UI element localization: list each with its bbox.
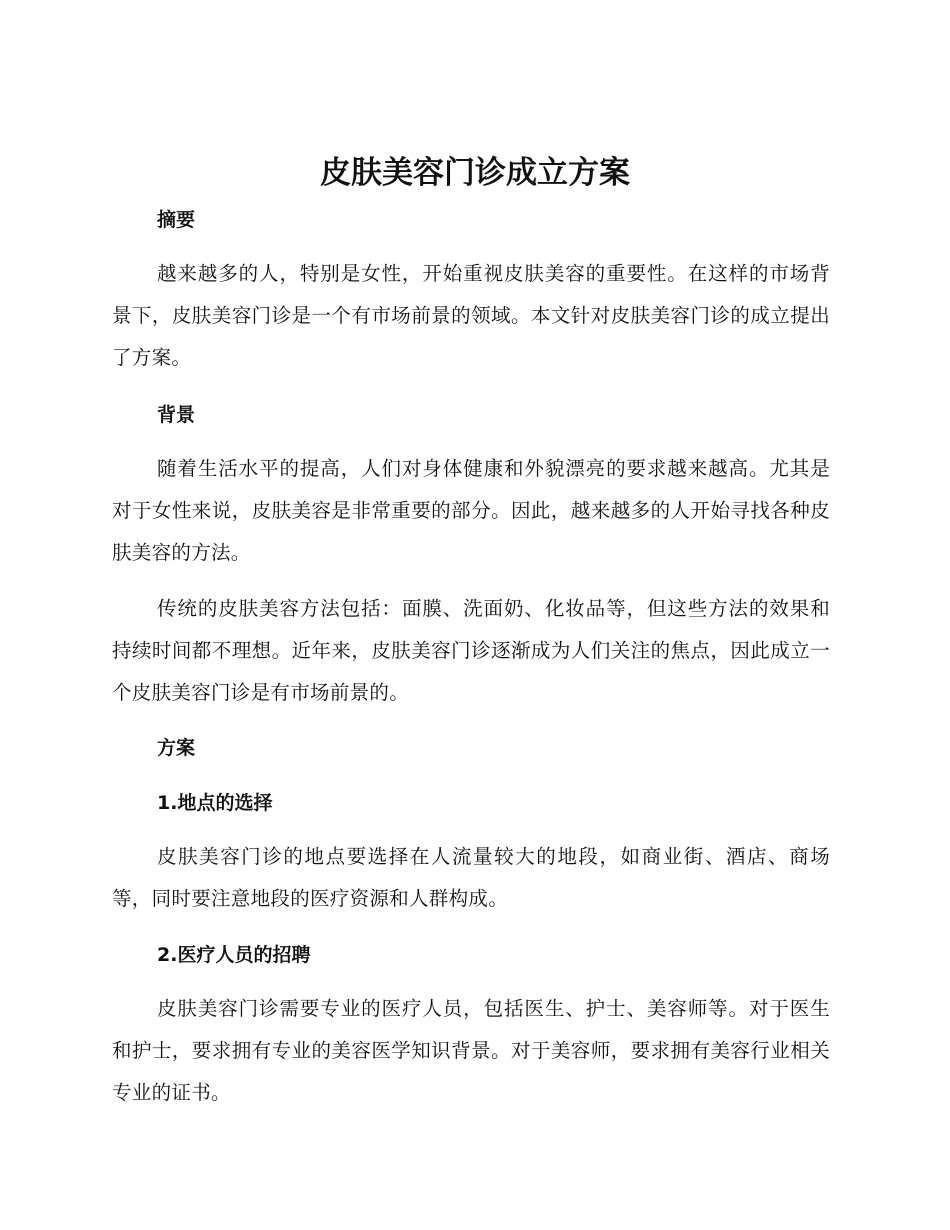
paragraph-background-2: 传统的皮肤美容方法包括：面膜、洗面奶、化妆品等，但这些方法的效果和持续时间都不理想。近年来，皮肤美容门诊逐渐成为人们关注的焦点，因此成立一个皮肤美容门诊是有市场前景的。	[112, 597, 830, 704]
subsection-heading-location: 1.地点的选择	[157, 792, 273, 814]
section-heading-plan: 方案	[157, 737, 196, 759]
section-heading-background: 背景	[157, 404, 196, 426]
paragraph-location: 皮肤美容门诊的地点要选择在人流量较大的地段，如商业街、酒店、商场等，同时要注意地段的医疗资源和人群构成。	[112, 845, 830, 910]
paragraph-background-1: 随着生活水平的提高，人们对身体健康和外貌漂亮的要求越来越高。尤其是对于女性来说，皮肤美容是非常重要的部分。因此，越来越多的人开始寻找各种皮肤美容的方法。	[112, 457, 830, 564]
paragraph-staffing: 皮肤美容门诊需要专业的医疗人员，包括医生、护士、美容师等。对于医生和护士，要求拥有专业的美容医学知识背景。对于美容师，要求拥有美容行业相关专业的证书。	[112, 997, 830, 1104]
paragraph-abstract: 越来越多的人，特别是女性，开始重视皮肤美容的重要性。在这样的市场背景下，皮肤美容门诊是一个有市场前景的领域。本文针对皮肤美容门诊的成立提出了方案。	[112, 262, 830, 369]
document-title: 皮肤美容门诊成立方案	[320, 155, 630, 191]
section-heading-abstract: 摘要	[157, 209, 196, 231]
subsection-heading-staffing: 2.医疗人员的招聘	[157, 944, 311, 966]
